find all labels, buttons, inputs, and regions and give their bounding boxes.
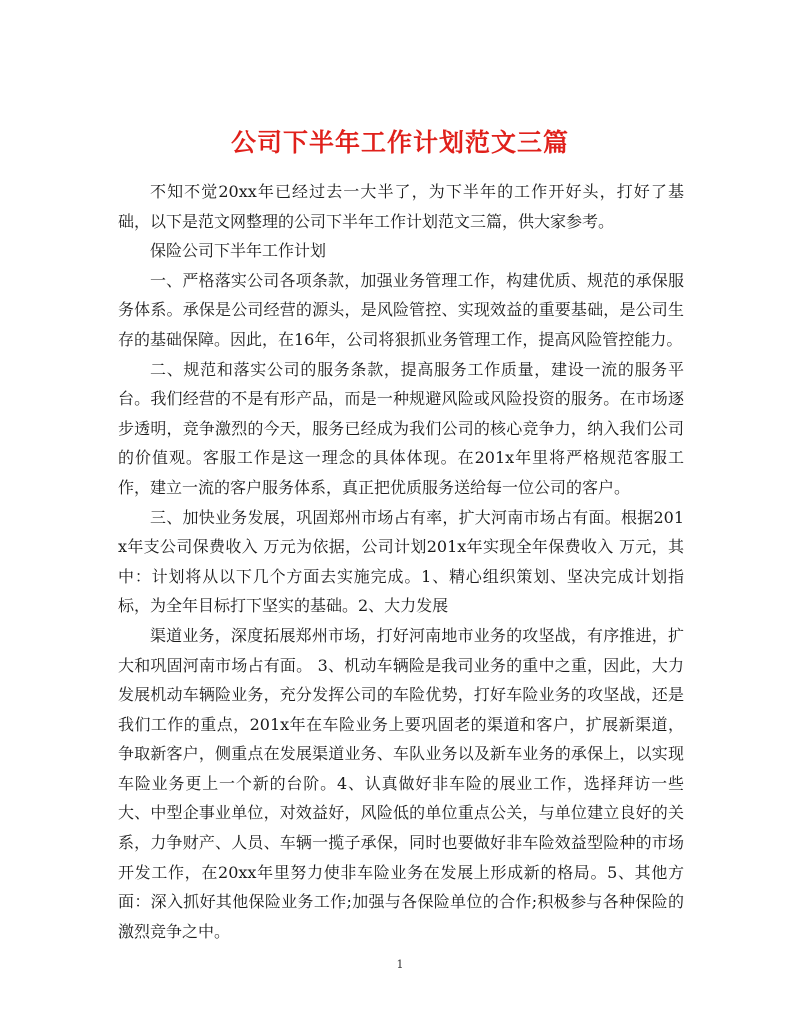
paragraph-item-1: 一、严格落实公司各项条款，加强业务管理工作，构建优质、规范的承保服务体系。承保是公司经营的源头，是风险管控、实现效益的重要基础，是公司生存的基础保障。因此，在16年，公司将狠抓业务管理工作，提高风险管控能力。 bbox=[118, 270, 684, 349]
document-body bbox=[118, 177, 684, 946]
paragraph-item-2: 二、规范和落实公司的服务条款，提高服务工作质量，建设一流的服务平台。我们经营的不是有形产品，而是一种规避风险或风险投资的服务。在市场逐步透明，竞争激烈的今天，服务已经成为我们公司的核心竞争力，纳入我们公司的价值观。客服工作是这一理念的具体体现。在201x年里将严格规范客服工作，建立一流的客户服务体系，真正把优质服务送给每一位公司的客户。 bbox=[118, 359, 684, 497]
section-heading: 保险公司下半年工作计划 bbox=[150, 241, 327, 261]
intro-paragraph: 不知不觉20xx年已经过去一大半了，为下半年的工作开好头，打好了基础，以下是范文网整理的公司下半年工作计划范文三篇，供大家参考。 bbox=[118, 182, 684, 231]
document-title: 公司下半年工作计划范文三篇 bbox=[230, 127, 569, 157]
page-number: 1 bbox=[396, 958, 404, 971]
paragraph-continuation: 渠道业务，深度拓展郑州市场，打好河南地市业务的攻坚战，有序推进，扩大和巩固河南市场占有面。 3、机动车辆险是我司业务的重中之重，因此，大力发展机动车辆险业务，充分发挥公司的车险优势，打好车险业务的攻坚战，还是我们工作的重点，201x年在车险业务上要巩固老的渠道和客户，扩展新渠道，争取新客户，侧重点在发展渠道业务、车队业务以及新车业务的承保上，以实现车险业务更上一个新的台阶。4、认真做好非车险的展业工作，选择拜访一些大、中型企事业单位，对效益好，风险低的单位重点公关，与单位建立良好的关系，力争财产、人员、车辆一揽子承保，同时也要做好非车险效益型险种的市场开发工作，在20xx年里努力使非车险业务在发展上形成新的格局。5、其他方面：深入抓好其他保险业务工作;加强与各保险单位的合作;积极参与各种保险的激烈竞争之中。 bbox=[118, 625, 684, 941]
paragraph-item-3: 三、加快业务发展，巩固郑州市场占有率，扩大河南市场占有面。根据201x年支公司保费收入 万元为依据，公司计划201x年实现全年保费收入 万元，其中：计划将从以下几个方面去实施完成。1、精心组织策划、坚决完成计划指标，为全年目标打下坚实的基础。2、大力发展 bbox=[118, 507, 684, 616]
